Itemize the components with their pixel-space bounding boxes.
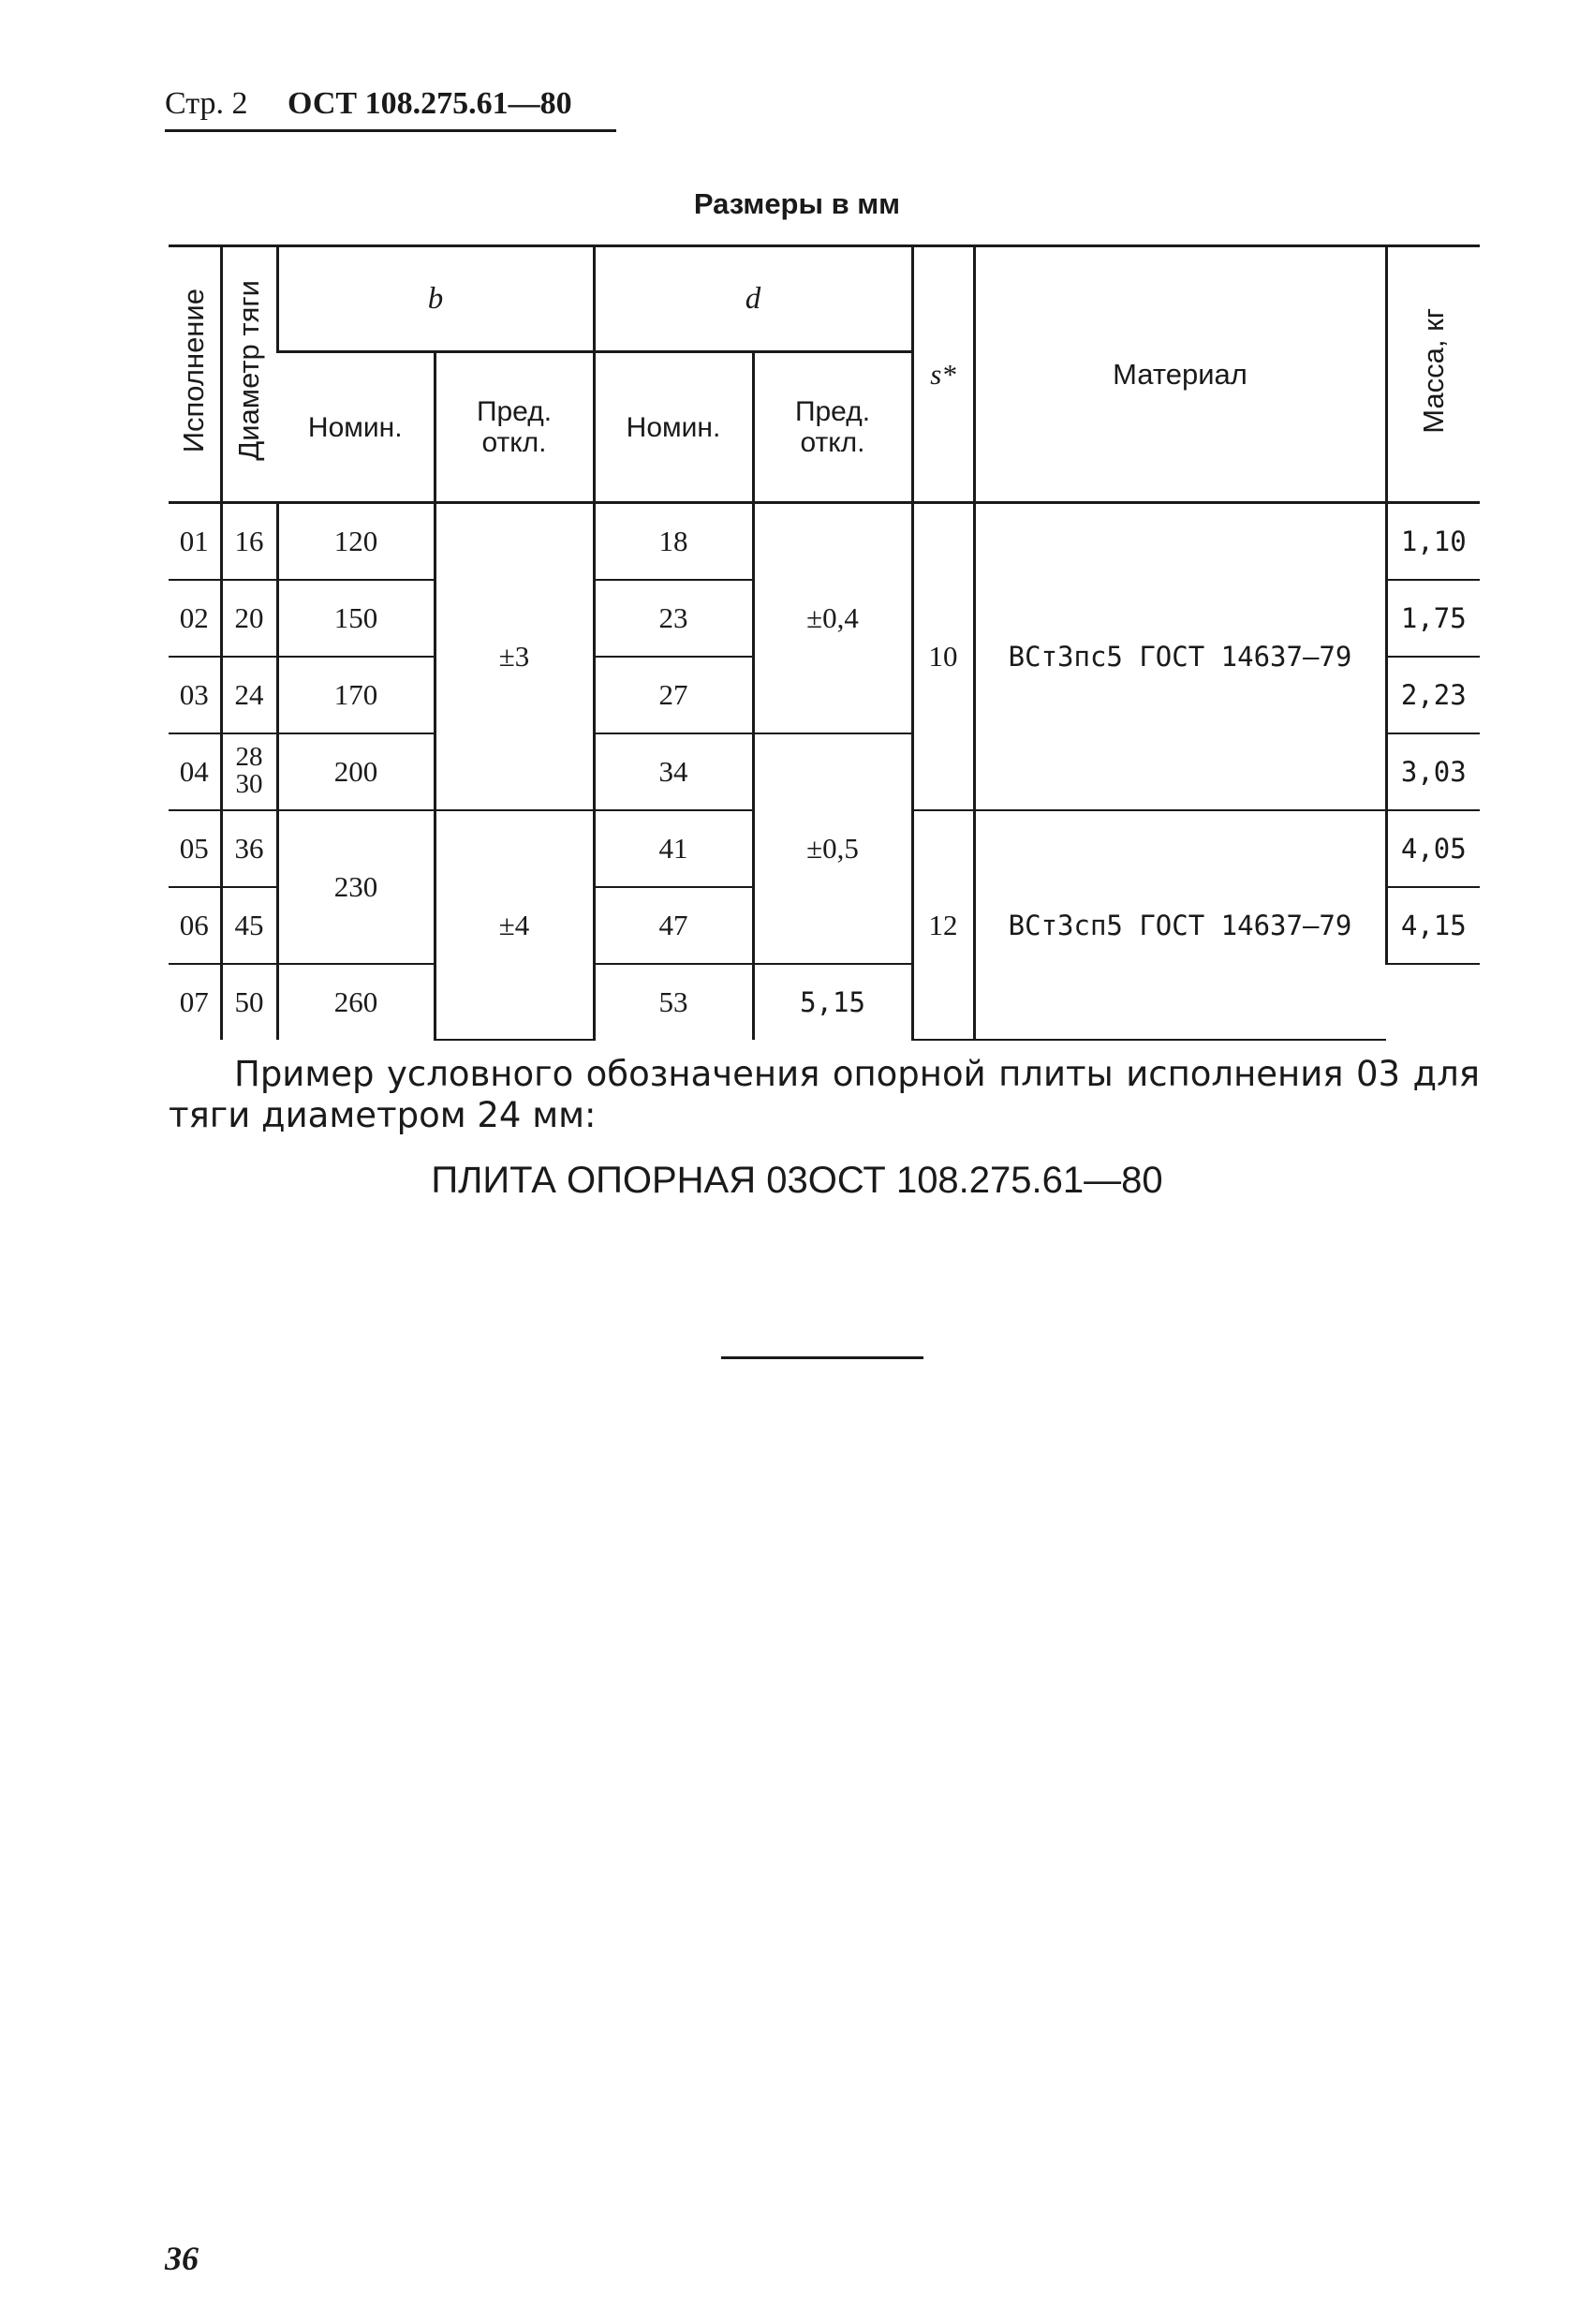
cell-d-nominal: 41 — [594, 810, 753, 887]
units-caption: Размеры в мм — [693, 187, 901, 220]
cell-execution: 06 — [169, 887, 221, 964]
cell-d-nominal: 53 — [594, 964, 753, 1040]
cell-execution: 02 — [169, 580, 221, 657]
cell-execution: 07 — [179, 985, 209, 1018]
designation-example-text: Пример условного обозначения опорной плиты исполнения 03 для тяги диаметром 24 мм: — [169, 1054, 1480, 1135]
cell-d-nominal: 18 — [594, 503, 753, 581]
header-d-tolerance: Пред. откл. — [753, 352, 912, 503]
header-underline — [165, 129, 616, 132]
cell-mass: 2,23 — [1386, 657, 1480, 733]
page-label: Стр. 2 — [165, 86, 248, 121]
cell-b-nominal: 260 — [277, 964, 435, 1040]
cell-d-tolerance: ±0,5 — [753, 733, 912, 964]
page-header — [165, 86, 572, 122]
cell-diameter: 24 — [221, 657, 277, 733]
cell-mass: 4,15 — [1386, 887, 1480, 964]
header-b-nominal: Номин. — [277, 352, 435, 503]
standard-number: ОСТ 108.275.61—80 — [288, 86, 572, 121]
header-d: d — [594, 246, 912, 352]
cell-d-nominal: 47 — [594, 887, 753, 964]
cell-diameter: 16 — [221, 503, 277, 581]
cell-execution: 04 — [169, 733, 221, 810]
cell-d-nominal: 23 — [594, 580, 753, 657]
page-number: 36 — [165, 2240, 199, 2277]
cell-diameter: 45 — [221, 887, 277, 964]
cell-b-nominal: 120 — [277, 503, 435, 581]
cell-diameter: 50 — [221, 964, 277, 1040]
header-b: b — [277, 246, 594, 352]
cell-mass: 1,75 — [1386, 580, 1480, 657]
cell-d-nominal: 34 — [594, 733, 753, 810]
cell-b-nominal: 150 — [277, 580, 435, 657]
cell-execution: 01 — [169, 503, 221, 581]
cell-b-nominal: 170 — [277, 657, 435, 733]
cell-execution: 03 — [169, 657, 221, 733]
dimensions-table — [169, 244, 1480, 1041]
cell-mass: 4,05 — [1386, 810, 1480, 887]
cell-diameter: 20 — [221, 580, 277, 657]
cell-diameter: 28 30 — [221, 733, 277, 810]
header-execution: Исполнение — [169, 246, 221, 503]
header-rod-diameter: Диаметр тяги — [221, 246, 277, 503]
cell-b-nominal: 230 — [277, 810, 435, 964]
cell-s: 10 — [912, 503, 974, 811]
cell-mass: 5,15 — [753, 964, 912, 1040]
header-d-nominal: Номин. — [594, 352, 753, 503]
cell-execution: 05 — [169, 810, 221, 887]
header-material: Материал — [974, 246, 1386, 503]
end-rule — [721, 1356, 923, 1359]
table-header-row — [169, 246, 1480, 352]
cell-diameter: 36 — [221, 810, 277, 887]
cell-b-tolerance: ±3 — [435, 503, 594, 811]
header-s: s* — [912, 246, 974, 503]
designation-line: ПЛИТА ОПОРНАЯ 03ОСТ 108.275.61—80 — [431, 1160, 1163, 1201]
cell-mass: 3,03 — [1386, 733, 1480, 810]
cell-material: ВСт3сп5 ГОСТ 14637—79 — [974, 810, 1386, 1040]
cell-material: ВСт3пс5 ГОСТ 14637—79 — [974, 503, 1386, 811]
cell-b-tolerance: ±4 — [435, 810, 594, 1040]
table-row — [169, 503, 1480, 581]
cell-d-nominal: 27 — [594, 657, 753, 733]
header-b-tolerance: Пред. откл. — [435, 352, 594, 503]
cell-d-tolerance: ±0,4 — [753, 503, 912, 734]
header-mass: Масса, кг — [1386, 246, 1480, 503]
cell-mass: 1,10 — [1386, 503, 1480, 581]
cell-s: 12 — [912, 810, 974, 1040]
cell-b-nominal: 200 — [277, 733, 435, 810]
